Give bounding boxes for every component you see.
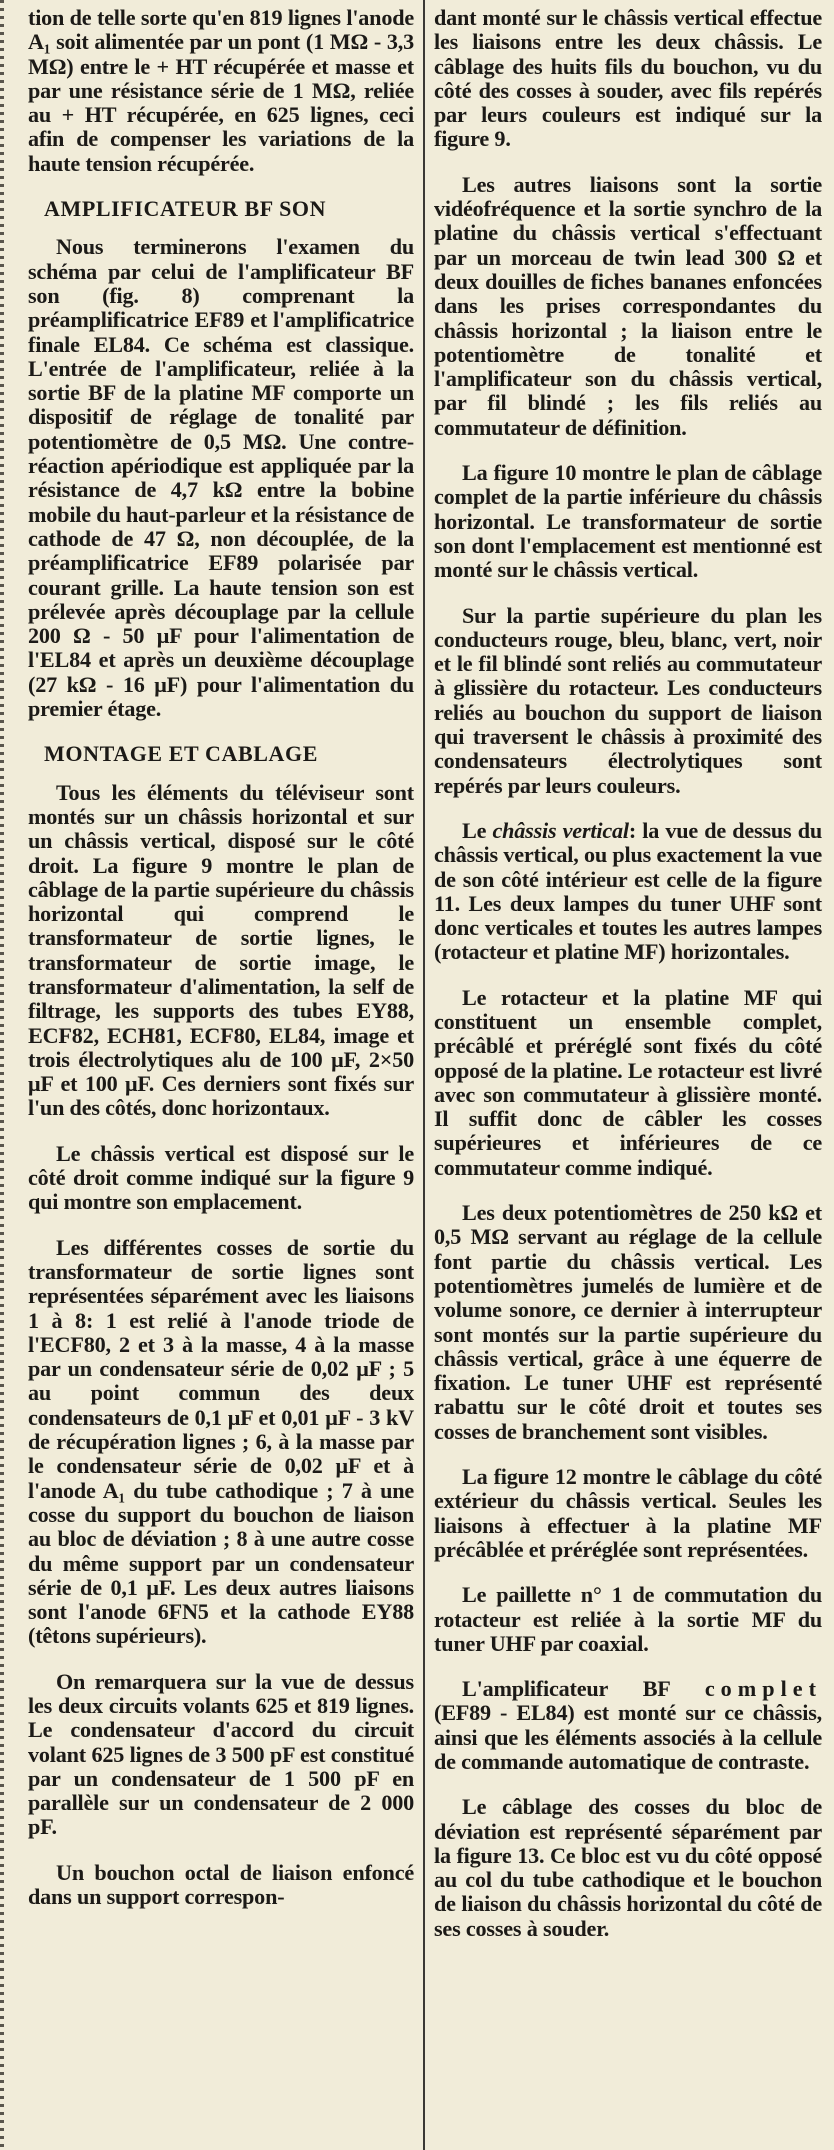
section-heading-amplificateur: AMPLIFICATEUR BF SON [44,196,327,222]
paragraph: La figure 12 montre le câblage du côté extérieur du châssis vertical. Seules les liaisons à effectuer à la platine MF précâblée et préréglée sont représentées. [434,1464,822,1562]
spaced-word: complet [704,1676,822,1702]
text-run: Le [462,817,487,843]
italic-term: châssis vertical [492,817,629,843]
paragraph: Les différentes cosses de sortie du transformateur de sortie lignes sont représentées séparément avec les liaisons 1 à 8: 1 est relié à l'anode triode de l'ECF80, 2 et 3 à la masse, 4 à la masse par un condensateur série de 0,02 μF ; 5 au point commun des deux condensateurs de 0,1 μF et 0,01 μF - 3 kV de récupération lignes ; 6, à la masse par le condensateur série de 0,02 μF et à l'anode A₁ du tube cathodique ; 7 à une cosse du support du bouchon de liaison au bloc de déviation ; 8 à une autre cosse du même support par un condensateur série de 0,1 μF. Les deux autres liaisons sont l'anode 6FN5 et la cathode EY88 (têtons supérieurs). [28,1234,414,1649]
paragraph: Nous terminerons l'examen du schéma par celui de l'amplificateur BF son (fig. 8) comprenant la préamplificatrice EF89 et l'amplificatrice finale EL84. Ce schéma est classique. L'entrée de l'amplificateur, reliée à la sortie BF de la platine MF comporte un dispositif de réglage de tonalité par potentiomètre de 0,5 MΩ. Une contre-réaction apériodique est appliquée par la résistance de 4,7 kΩ entre la bobine mobile du haut-parleur et la résistance de cathode de 47 Ω, non découplée, de la préamplificatrice EF89 polarisée par courant grille. La haute tension son est prélevée après découplage par la cellule 200 Ω - 50 μF pour l'alimentation de l'EL84 et après un deuxième découplage (27 kΩ - 16 μF) pour l'alimentation du premier étage. [28,234,414,722]
paragraph [434,1677,822,1774]
paragraph: tion de telle sorte qu'en 819 lignes l'anode A₁ soit alimentée par un pont (1 MΩ - 3,3 MΩ) entre le + HT récupérée et masse et par une résistance série de 1 MΩ, reliée au + HT récupérée, en 625 lignes, ceci afin de compenser les variations de la haute tension récupérée. [28,5,414,176]
paragraph: Tous les éléments du téléviseur sont montés sur un châssis horizontal et sur un châssis vertical, disposé sur le côté droit. La figure 9 montre le plan de câblage de la partie supérieure du châssis horizontal qui comprend le transformateur de sortie lignes, le transformateur de sortie image, le transformateur d'alimentation, la self de filtrage, les supports des tubes EY88, ECF82, ECH81, ECF80, EL84, image et trois électrolytiques alu de 100 μF, 2×50 μF et 100 μF. Ces derniers sont fixés sur l'un des côtés, donc horizontaux. [28,779,414,1121]
page-edge-strip [0,0,4,2150]
left-column [28,6,414,1930]
paragraph: Le châssis vertical est disposé sur le côté droit comme indiqué sur la figure 9 qui montre son emplacement. [28,1140,414,1215]
text-run: L'amplificateur BF [462,1676,670,1702]
right-column [434,6,822,1962]
paragraph: Le rotacteur et la platine MF qui constituent un ensemble complet, précâblé et préréglé sont fixés du côté opposé de la platine. Le rotacteur est livré avec son commutateur à glissière monté. Il suffit donc de câbler les cosses supérieures et inférieures de ce commutateur comme indiqué. [434,984,822,1180]
text-run: : la vue de dessus du châssis vertical, ou plus exactement la vue de son côté intérieur est celle de la figure 11. Les deux lampes du tuner UHF sont donc verticales et toutes les autres lampes (rotacteur et platine MF) horizontales. [434,817,822,965]
column-rule [423,0,425,2150]
paragraph: Un bouchon octal de liaison enfoncé dans un support correspon- [28,1859,414,1910]
paragraph: Les autres liaisons sont la sortie vidéofréquence et la sortie synchro de la platine du châssis vertical s'effectuant par un morceau de twin lead 300 Ω et deux douilles de fiches bananes enfoncées dans les prises correspondantes du châssis horizontal ; la liaison entre le potentiomètre de tonalité et l'amplificateur son du châssis vertical, par fil blindé ; les fils reliés au commutateur de définition. [434,171,822,440]
paragraph: On remarquera sur la vue de dessus les deux circuits volants 625 et 819 lignes. Le condensateur d'accord du circuit volant 625 lignes de 3 500 pF est constitué par un condensateur de 1 500 pF en parallèle sur un condensateur de 2 000 pF. [28,1668,414,1840]
paragraph: Sur la partie supérieure du plan les conducteurs rouge, bleu, blanc, vert, noir et le fil blindé sont reliés au commutateur à glissière du rotacteur. Les conducteurs reliés au bouchon du support de liaison qui traversent le châssis à proximité des condensateurs électrolytiques sont repérés par leurs couleurs. [434,602,822,798]
paragraph: Le câblage des cosses du bloc de déviation est représenté séparément par la figure 13. Ce bloc est vu du côté opposé au col du tube cathodique et le bouchon de liaison du châssis horizontal du côté de ses cosses à souder. [434,1794,822,1941]
paragraph: La figure 10 montre le plan de câblage complet de la partie inférieure du châssis horizontal. Le transformateur de sortie son dont l'emplacement est mentionné est monté sur le châssis vertical. [434,460,822,583]
paragraph: Le paillette n° 1 de commutation du rotacteur est reliée à la sortie MF du tuner UHF par coaxial. [434,1582,822,1656]
paragraph [434,819,822,965]
paragraph: Les deux potentiomètres de 250 kΩ et 0,5 MΩ servant au réglage de la cellule font partie du châssis vertical. Les potentiomètres jumelés de lumière et de volume sonore, ce dernier à interrupteur sont montés sur la partie supérieure du châssis vertical, grâce à une équerre de fixation. Le tuner UHF est représenté rabattu sur le côté droit et toutes ses cosses de branchement sont visibles. [434,1200,822,1444]
paragraph: dant monté sur le châssis vertical effectue les liaisons entre les deux châssis. Le câblage des huits fils du bouchon, vu du côté des cosses à souder, avec fils repérés par leurs couleurs est indiqué sur la figure 9. [434,5,822,152]
text-run: (EF89 - EL84) est monté sur ce châssis, ainsi que les éléments associés à la cellule de commande automatique de contraste. [434,1700,822,1774]
section-heading-montage: MONTAGE ET CABLAGE [44,741,319,767]
